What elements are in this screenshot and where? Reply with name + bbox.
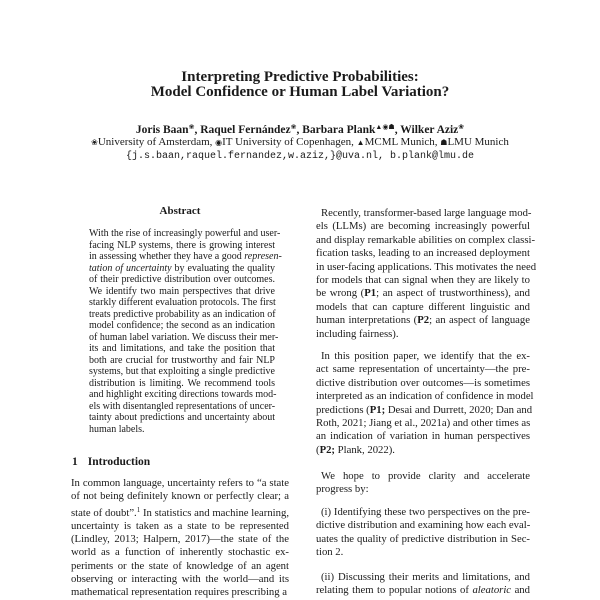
text-segment: tainty about predictions and uncertainty about: [89, 412, 275, 423]
text-line: [316, 403, 533, 417]
text-line: [89, 251, 282, 263]
text-line: [89, 355, 275, 367]
text-segment: Plank, 2022).: [335, 443, 395, 456]
text-segment: its and limitations, and take the position that: [89, 343, 275, 354]
text-line: [89, 309, 275, 321]
affiliation-list: [0, 136, 600, 148]
text-segment: distribution is limiting. We recommend tools: [89, 377, 275, 389]
affiliation: MCML Munich,: [364, 136, 438, 148]
text-line: [89, 274, 275, 286]
title-line-2: Model Confidence or Human Label Variation?: [150, 84, 450, 100]
text-line: [316, 390, 534, 403]
text-line: [316, 571, 530, 584]
text-segment: systems, but that exploiting a single predictive: [89, 366, 275, 377]
text-segment: In common language, uncertainty refers to “a state: [71, 477, 289, 489]
paragraph-position: [316, 350, 534, 457]
text-line: [89, 378, 275, 390]
text-segment: tion 2.: [316, 546, 344, 559]
text-segment: (: [316, 443, 320, 456]
affiliation: University of Amsterdam,: [97, 136, 213, 148]
paragraph-we-hope: [316, 470, 530, 497]
text-line: [316, 470, 530, 483]
text-segment: fication tasks, leading to an increased deployment: [316, 247, 530, 260]
text-line: [316, 207, 530, 220]
title-line-1: Interpreting Predictive Probabilities:: [181, 69, 419, 85]
text-line: [316, 363, 530, 376]
author-name: Wilker Aziz: [400, 124, 459, 136]
author-name: Barbara Plank: [302, 124, 376, 136]
paper-title: [0, 70, 600, 100]
text-line: [316, 260, 537, 274]
text-line: [316, 444, 530, 457]
text-segment: and display remarkable abilities on complex classi-: [316, 233, 536, 246]
section-number: 1: [72, 456, 78, 468]
text-segment: in assessing whether they have a good: [89, 251, 245, 262]
text-line: [316, 247, 530, 260]
text-line: [316, 314, 530, 327]
text-segment: P2: [417, 314, 430, 327]
text-line: [316, 350, 530, 363]
mcml-itu-lmu-affiliation-icons: ▲◉☗: [375, 123, 395, 131]
text-segment: both are crucial for trustworthy and fair NLP: [89, 354, 275, 366]
text-line: [316, 506, 530, 519]
text-segment: tation of uncertainty: [89, 262, 172, 274]
text-segment: We hope to provide clarity and accelerate: [321, 470, 530, 482]
text-line: [89, 320, 275, 332]
text-line: [89, 240, 275, 252]
text-segment: aleatoric: [472, 584, 512, 597]
text-segment: and highlight exciting directions towards mod-: [89, 389, 277, 400]
abstract-heading: Abstract: [159, 205, 201, 217]
text-segment: (Lindley, 2013; Halpern, 2017)—the state of the: [71, 533, 289, 545]
text-line: [71, 586, 289, 599]
text-segment: periments or the state of knowledge of an agent: [71, 559, 289, 572]
abstract-text: [89, 228, 282, 435]
text-line: [89, 263, 275, 275]
text-line: [71, 546, 289, 559]
text-segment: uncertainty is taken as a state to be represented: [71, 519, 289, 532]
lmu-icon: ☗: [440, 138, 448, 147]
text-line: [316, 519, 530, 532]
text-segment: predictions (: [316, 403, 370, 416]
text-segment: represen-: [244, 251, 282, 262]
text-line: [316, 483, 530, 496]
section-heading-introduction: [72, 456, 160, 468]
text-line: [71, 520, 289, 533]
text-line: [316, 430, 530, 443]
text-segment: models that can capture different linguistic and: [316, 300, 530, 313]
text-segment: of their predictive distribution over outcomes.: [89, 274, 275, 285]
mcml-icon: ▲: [356, 138, 365, 147]
text-line: [89, 401, 275, 413]
text-segment: Desai and Durrett, 2020; Dan and: [385, 403, 533, 416]
text-line: [316, 220, 530, 233]
text-line: [71, 477, 289, 490]
text-line: [316, 301, 530, 314]
paragraph-contribution-ii: [316, 571, 530, 598]
text-segment: starkly different evaluation protocols. The first: [89, 297, 276, 308]
text-line: [89, 366, 275, 378]
text-line: [316, 584, 530, 597]
author-emails: {j.s.baan,raquel.fernandez,w.aziz,}@uva.nl, b.plank@lmu.de: [125, 151, 475, 162]
text-segment: uates the quality of predictive distribution in Sec-: [316, 532, 530, 545]
text-line: [89, 228, 281, 240]
text-segment: an indication of variation in human perspectives: [316, 430, 530, 443]
text-segment: human interpretations (: [316, 314, 418, 327]
text-line: [316, 546, 530, 559]
text-segment: be wrong (: [316, 287, 365, 300]
text-line: [71, 504, 289, 520]
text-segment: progress by:: [316, 483, 369, 496]
text-segment: by evaluating the quality: [171, 262, 276, 274]
text-segment: act same representation of uncertainty—the pre-: [316, 363, 530, 376]
text-segment: including fairness).: [316, 327, 399, 340]
footnote-marker[interactable]: 1: [136, 505, 141, 514]
text-segment: relating them to popular notions of: [316, 584, 473, 597]
text-segment: of human label variation. We discuss their mer-: [89, 331, 279, 343]
text-segment: model confidence; the second as an indication: [89, 320, 275, 331]
text-segment: human labels.: [89, 423, 145, 435]
text-segment: Recently, transformer-based large language mod-: [321, 207, 532, 219]
section-title: Introduction: [87, 456, 151, 468]
text-segment: and: [511, 584, 530, 597]
text-segment: treats predictive probability as an indication of: [89, 308, 276, 320]
text-segment: world as a function of inherently stochastic ex-: [71, 546, 289, 559]
amsterdam-affiliation-icon: ❀: [290, 123, 297, 131]
text-segment: dictive distribution and examining how each eval-: [316, 519, 531, 532]
text-line: [89, 389, 275, 401]
itu-icon: ◉: [215, 138, 223, 147]
text-line: [316, 233, 536, 247]
author-list: Joris Baan❀, Raquel Fernández❀, Barbara Plank▲◉☗, Wilker Aziz❀: [135, 123, 465, 136]
text-segment: P2;: [319, 443, 335, 456]
text-line: [89, 343, 275, 355]
text-line: [89, 412, 275, 424]
text-line: [316, 533, 530, 546]
text-segment: for models that can signal when they are likely to: [316, 274, 530, 287]
text-line: [89, 297, 275, 309]
text-line: [71, 573, 289, 586]
text-segment: ; an aspect of trustworthiness), and: [376, 287, 530, 300]
amsterdam-affiliation-icon: ❀: [458, 123, 465, 131]
text-segment: We identify two main perspectives that drive: [89, 285, 275, 297]
text-line: [316, 287, 530, 300]
text-segment: With the rise of increasingly powerful and user-: [89, 228, 281, 239]
text-segment: interpreted as an indication of confidence in model: [316, 390, 534, 403]
affiliation: IT University of Copenhagen,: [222, 136, 354, 148]
author-name: Joris Baan: [135, 124, 189, 136]
text-line: [316, 417, 530, 430]
text-segment: In this position paper, we identify that the ex-: [321, 350, 530, 362]
introduction-paragraph: [71, 477, 289, 599]
text-line: [71, 490, 289, 503]
text-segment: (i) Identifying these two perspectives on the pre-: [321, 506, 530, 518]
text-line: [316, 274, 530, 287]
text-line: [316, 328, 530, 341]
text-segment: observing or interacting with the world—and its: [71, 572, 289, 585]
text-segment: dictive distribution over outcomes—is sometimes: [316, 376, 530, 389]
amsterdam-affiliation-icon: ❀: [188, 123, 195, 131]
author-name: Raquel Fernández: [200, 124, 291, 136]
text-segment: of not being definitely known or perfectly clear; a: [71, 490, 289, 503]
text-segment: in user-facing applications. This motivates the need: [316, 260, 537, 273]
paragraph-llms: [316, 207, 537, 341]
text-line: [89, 331, 279, 344]
text-segment: els (LLMs) are becoming increasingly powerful: [316, 220, 530, 233]
text-line: [71, 560, 289, 573]
text-segment: els with disentangled representations of uncer-: [89, 400, 276, 412]
paragraph-contribution-i: [316, 506, 530, 560]
amsterdam-icon: ❀: [91, 138, 98, 147]
text-segment: P1: [364, 287, 377, 300]
text-segment: (ii) Discussing their merits and limitations, and: [321, 571, 530, 583]
text-line: [89, 286, 275, 298]
text-line: [89, 424, 275, 436]
text-segment: Roth, 2021; Jiang et al., 2021a) and other times as: [316, 417, 531, 430]
text-line: [316, 377, 530, 390]
text-segment: mathematical representation requires prescribing a: [71, 586, 288, 598]
text-segment: P1;: [369, 403, 386, 416]
text-segment: facing NLP systems, there is growing interest: [89, 239, 275, 251]
text-segment: In statistics and machine learning,: [140, 506, 289, 519]
text-line: [71, 533, 289, 546]
text-segment: ; an aspect of language: [429, 314, 530, 327]
affiliation: LMU Munich: [447, 136, 509, 148]
text-segment: state of doubt”.: [71, 506, 137, 519]
